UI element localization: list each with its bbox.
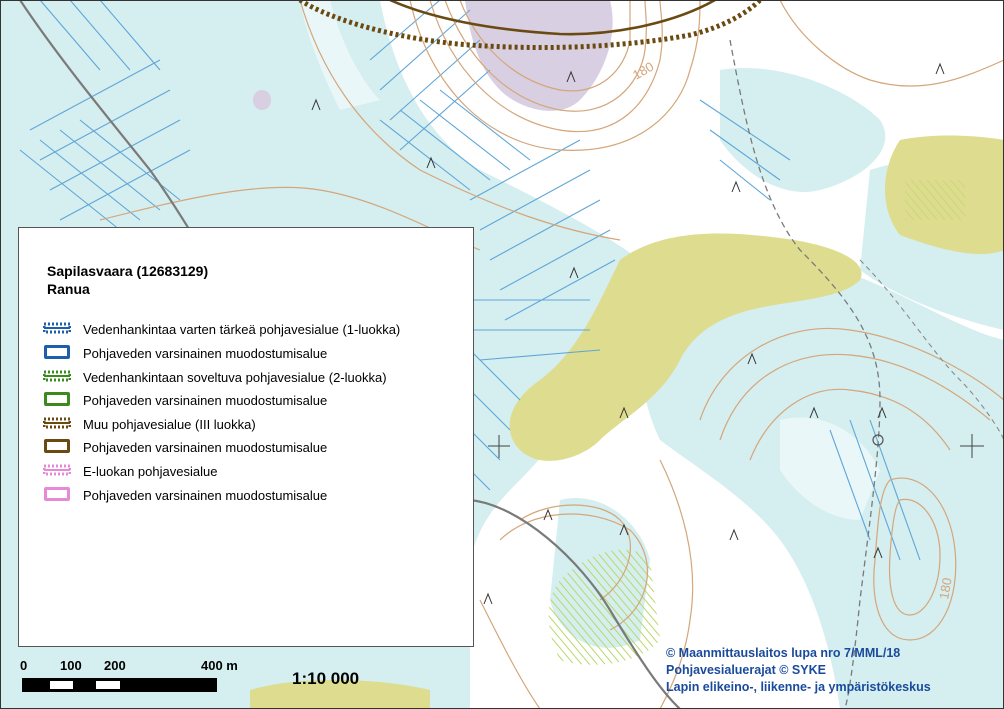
legend-item [41,437,327,457]
legend-item-label: Pohjaveden varsinainen muodostumisalue [83,392,328,408]
legend-item-label: Vedenhankintaa varten tärkeä pohjavesialue (1-luokka) [83,321,401,337]
formation-area-icon [41,437,75,457]
scale-labels [18,658,258,674]
legend-item [41,343,327,363]
legend-municipality: Ranua [47,281,90,297]
scale-label-200: 200 [104,658,126,673]
contour-label-180-right: 180 [936,576,955,601]
scale-ratio: 1:10 000 [292,669,360,688]
formation-area-icon [41,390,75,410]
legend-item-label: Vedenhankintaan soveltuva pohjavesialue (2-luokka) [83,369,387,385]
legend-item [41,485,327,505]
legend-item [41,390,327,410]
legend-item-label: E-luokan pohjavesialue [83,463,218,479]
legend-item [41,461,217,481]
legend-item-label: Muu pohjavesialue (III luokka) [83,416,256,432]
legend-item [41,319,400,339]
legend-title [47,262,208,298]
legend-item [41,414,256,434]
hatched-area-icon [41,461,75,481]
scale-bar [22,678,217,692]
legend-area-name: Sapilasvaara (12683129) [47,263,209,279]
contour-label-180-top: 180 [630,58,657,83]
scale-label-100: 100 [60,658,82,673]
legend-item [41,367,387,387]
legend-item-label: Pohjaveden varsinainen muodostumisalue [83,439,328,455]
credit-ely: Lapin elikeino-, liikenne- ja ympäristökeskus [666,680,931,694]
scale-label-400: 400 m [201,658,238,673]
credit-mml: © Maanmittauslaitos lupa nro 7/MML/18 [666,646,901,660]
scale-label-0: 0 [20,658,28,673]
hatched-area-icon [41,319,75,339]
credit-syke: Pohjavesialuerajat © SYKE [666,663,826,677]
hatched-area-icon [41,367,75,387]
map-credits [666,645,931,696]
formation-area-icon [41,343,75,363]
legend-item-label: Pohjaveden varsinainen muodostumisalue [83,487,328,503]
legend-panel [18,227,474,647]
legend-item-label: Pohjaveden varsinainen muodostumisalue [83,345,328,361]
hatched-area-icon [41,414,75,434]
formation-area-icon [41,485,75,505]
